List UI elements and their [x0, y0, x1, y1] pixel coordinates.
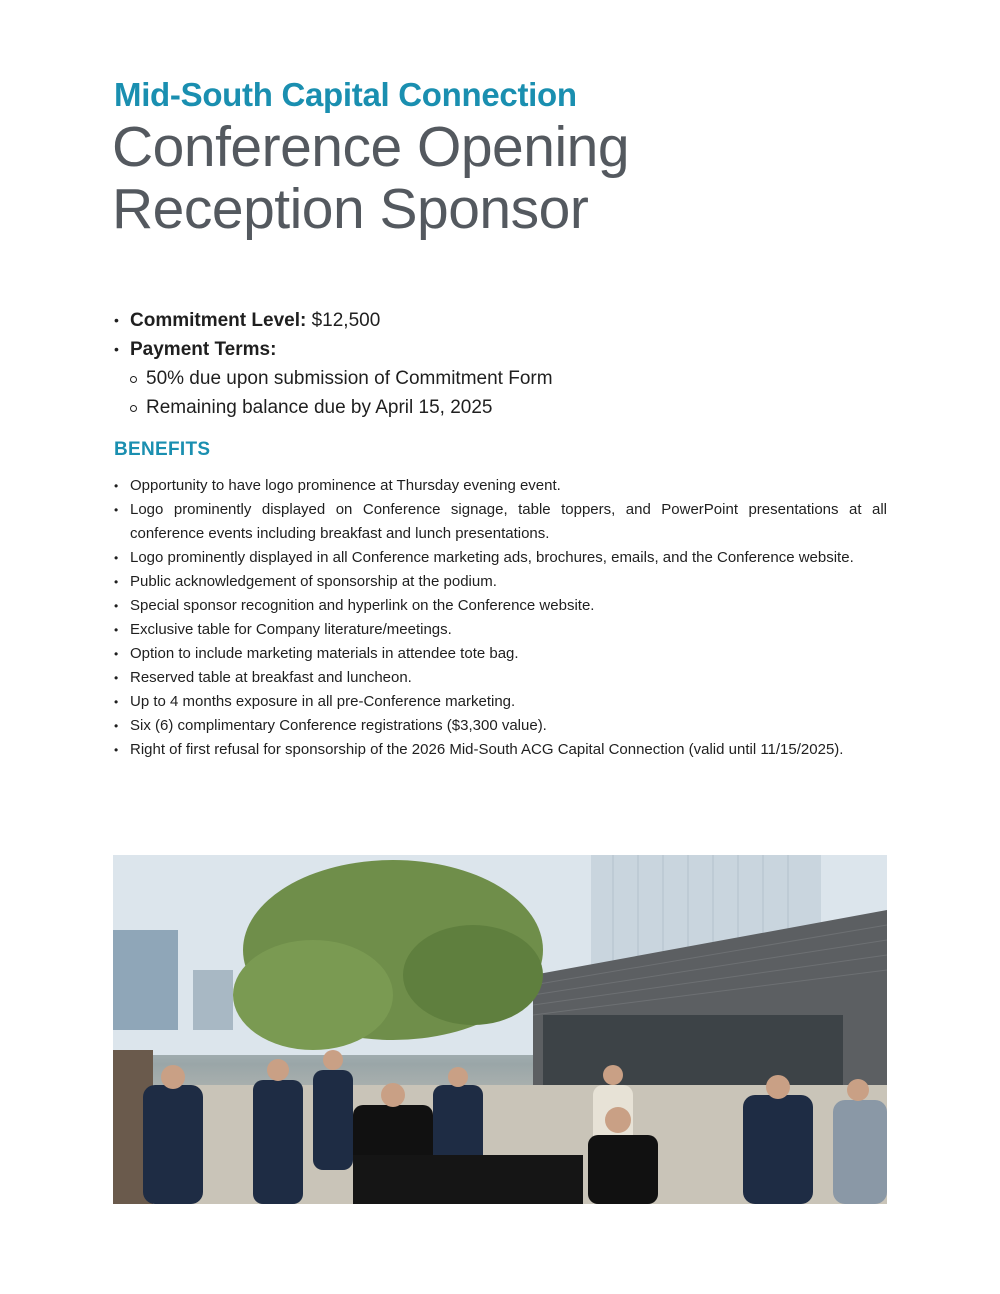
reception-photo — [113, 855, 887, 1204]
title-line-1: Conference Opening — [112, 115, 630, 179]
benefits-list — [114, 474, 887, 762]
benefit-item: • Reserved table at breakfast and luncheon. — [114, 666, 887, 690]
event-subtitle: Mid-South Capital Connection — [114, 76, 577, 113]
bullet-icon: • — [114, 503, 119, 517]
payment-subitem: 50% due upon submission of Commitment Form — [114, 364, 553, 393]
payment-label: Payment Terms: — [130, 339, 277, 360]
bullet-icon: • — [114, 341, 119, 357]
commitment-label: Commitment Level: — [130, 310, 307, 331]
benefit-item: • Right of first refusal for sponsorship of the 2026 Mid-South ACG Capital Connection (valid until 11/15/2025). — [114, 738, 887, 762]
benefit-item: • Logo prominently displayed in all Conference marketing ads, brochures, emails, and the Conference website. — [114, 546, 887, 570]
benefit-item: • Exclusive table for Company literature/meetings. — [114, 618, 887, 642]
benefit-item: • Opportunity to have logo prominence at Thursday evening event. — [114, 474, 887, 498]
bullet-icon: • — [114, 647, 119, 661]
bullet-icon: • — [114, 551, 119, 565]
bullet-icon: • — [114, 312, 119, 328]
benefit-item: • Option to include marketing materials in attendee tote bag. — [114, 642, 887, 666]
bullet-icon: • — [114, 599, 119, 613]
benefit-item: • Public acknowledgement of sponsorship at the podium. — [114, 570, 887, 594]
circle-bullet-icon — [130, 405, 137, 412]
terms-list — [114, 306, 553, 422]
payment-sublist — [114, 364, 553, 422]
benefit-item: • Six (6) complimentary Conference registrations ($3,300 value). — [114, 714, 887, 738]
payment-subitems — [114, 364, 553, 422]
bullet-icon: • — [114, 575, 119, 589]
commitment-level-item — [114, 306, 553, 335]
bullet-icon: • — [114, 719, 119, 733]
payment-subitem: Remaining balance due by April 15, 2025 — [114, 393, 553, 422]
title-line-2: Reception Sponsor — [112, 177, 589, 241]
page-title — [112, 116, 629, 240]
bullet-icon: • — [114, 671, 119, 685]
benefit-item: • Up to 4 months exposure in all pre-Conference marketing. — [114, 690, 887, 714]
circle-bullet-icon — [130, 376, 137, 383]
bullet-icon: • — [114, 695, 119, 709]
reception-photo-illustration — [113, 855, 887, 1204]
benefits-heading: BENEFITS — [114, 439, 211, 460]
bullet-icon: • — [114, 623, 119, 637]
bullet-icon: • — [114, 479, 119, 493]
payment-terms-item — [114, 335, 553, 364]
benefit-item: • Logo prominently displayed on Conference signage, table toppers, and PowerPoint presentations at all conference events including breakfast and lunch presentations. — [114, 498, 887, 546]
commitment-value: $12,500 — [306, 310, 381, 331]
bullet-icon: • — [114, 743, 119, 757]
benefit-item: • Special sponsor recognition and hyperlink on the Conference website. — [114, 594, 887, 618]
